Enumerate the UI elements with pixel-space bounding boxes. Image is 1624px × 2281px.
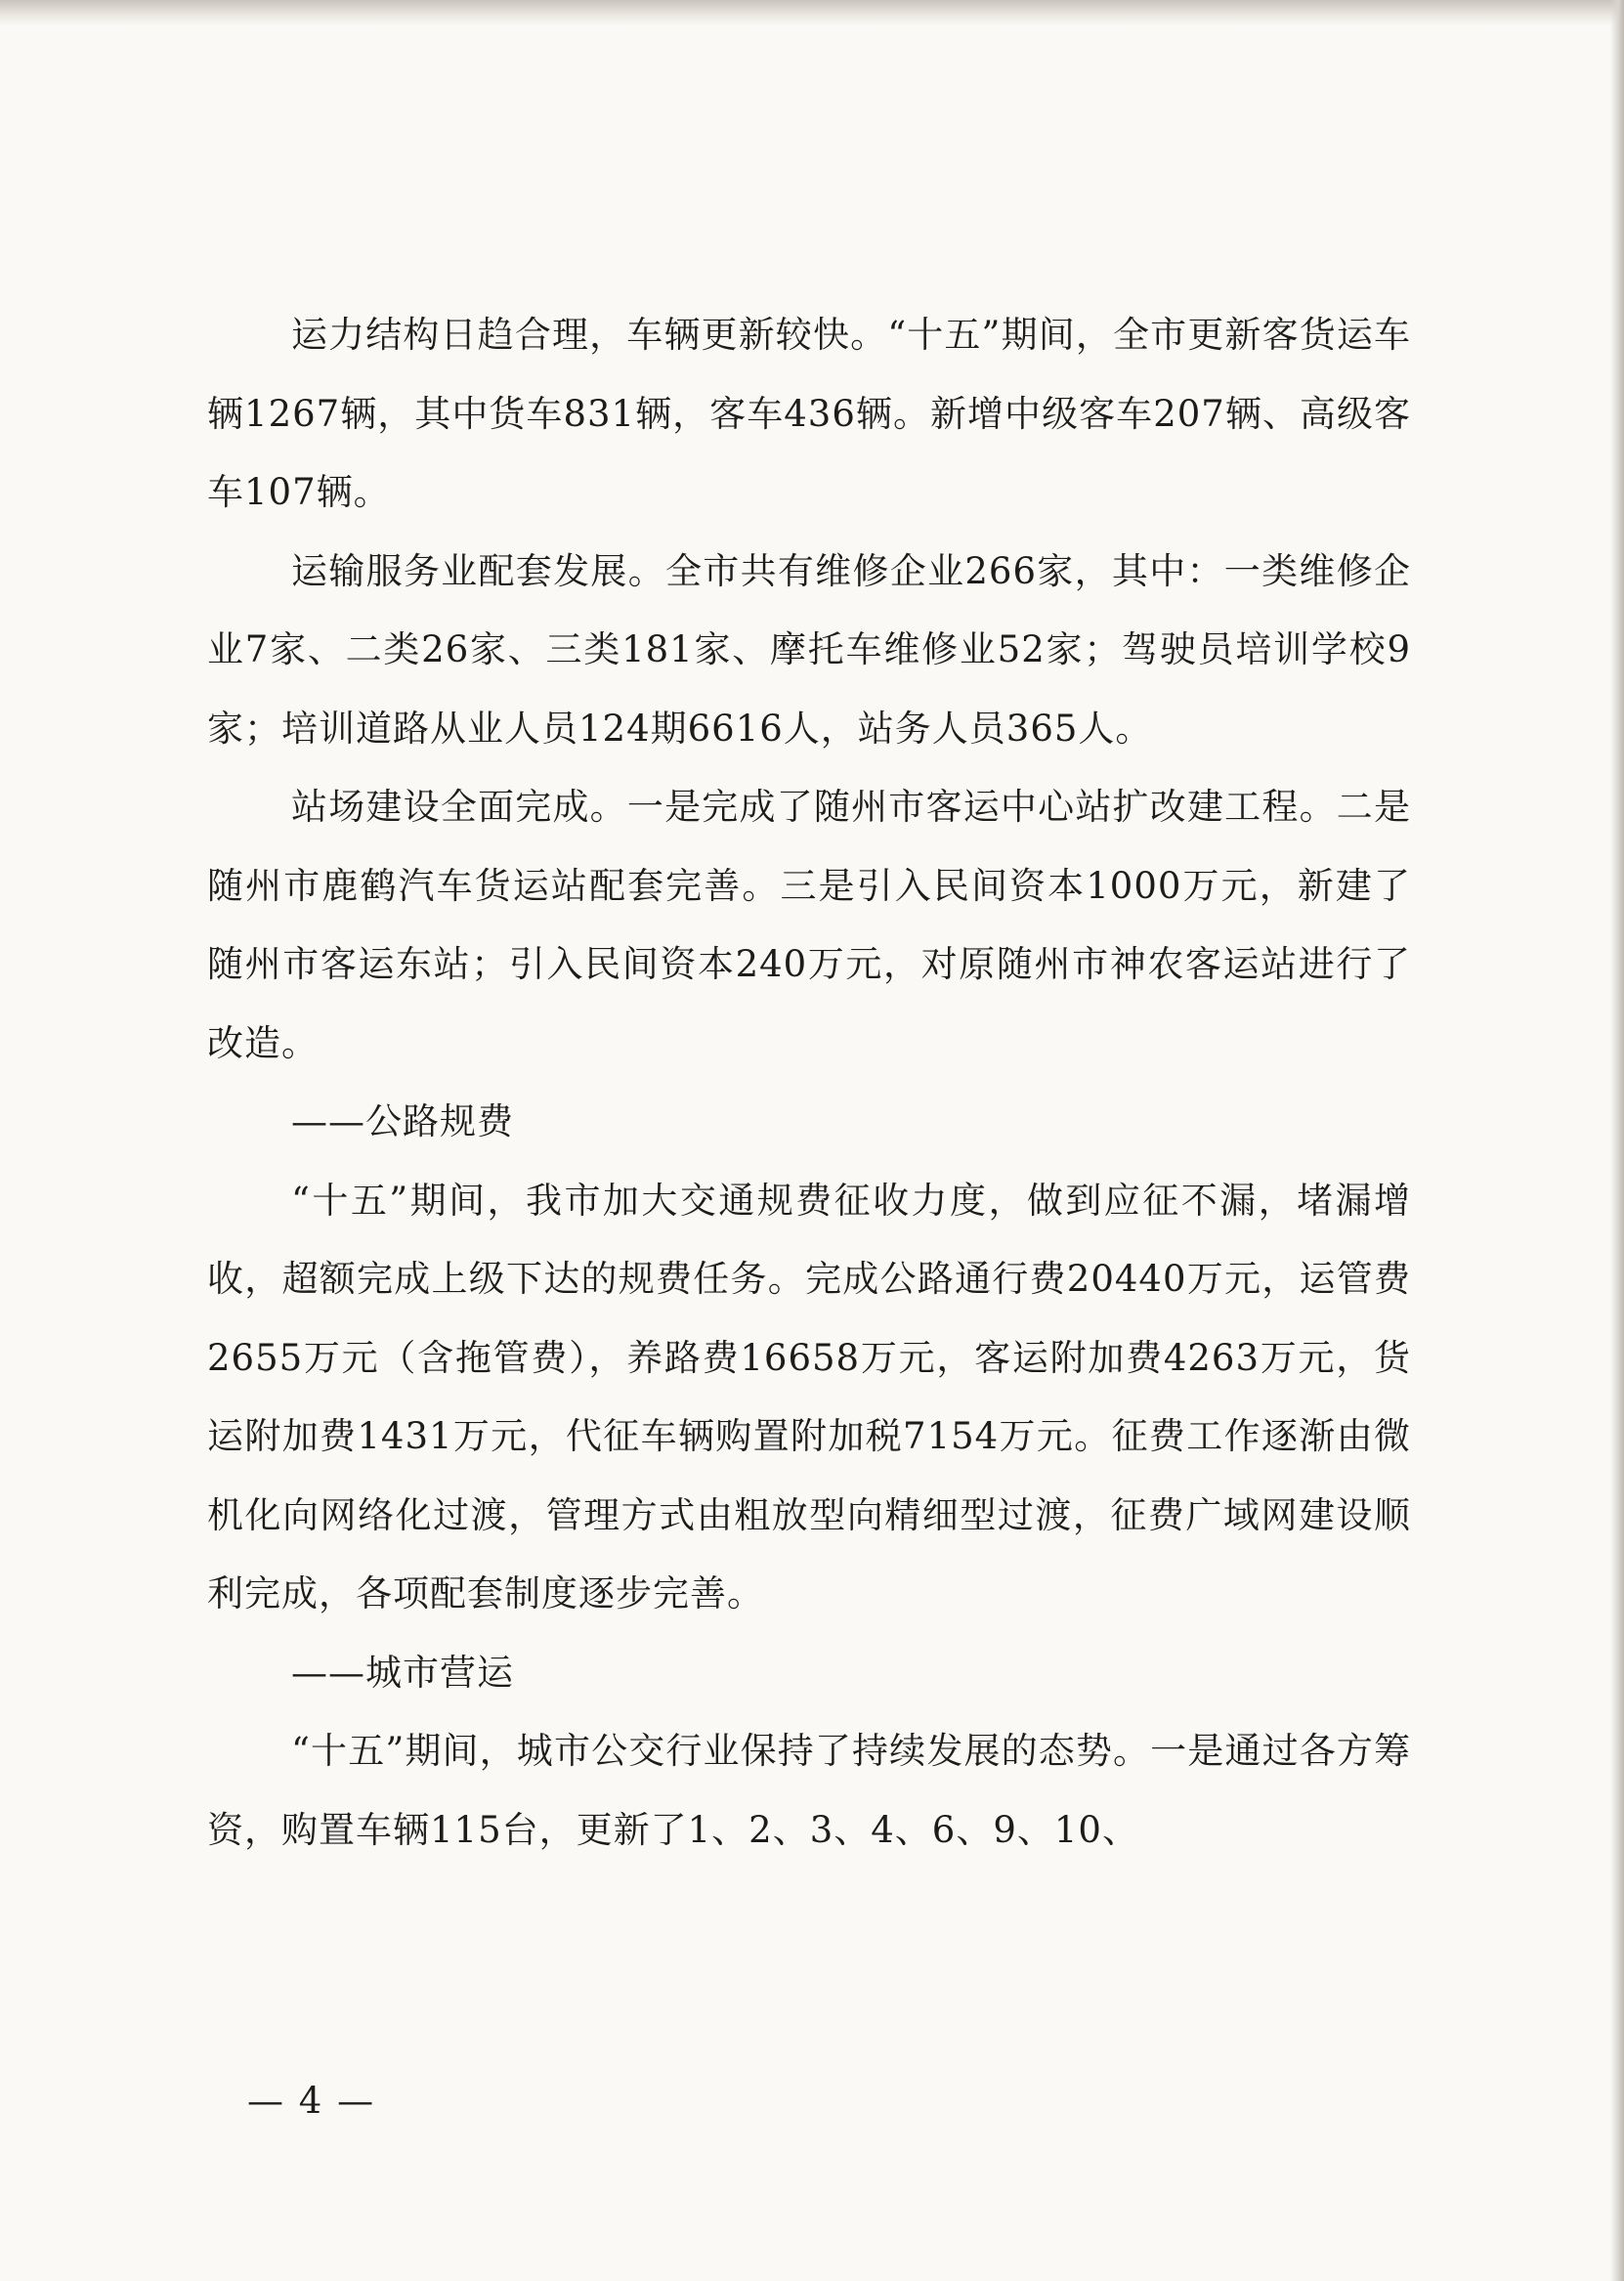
- paragraph-urban-transit: “十五”期间，城市公交行业保持了持续发展的态势。一是通过各方筹资，购置车辆115台，更新了1、2、3、4、6、9、10、: [207, 1730, 1411, 1851]
- paragraph-station-construction: 站场建设全面完成。一是完成了随州市客运中心站扩改建工程。二是随州市鹿鹤汽车货运站配套完善。三是引入民间资本1000万元，新建了随州市客运东站；引入民间资本240万元，对原随州市神农客运站进行了改造。: [207, 786, 1411, 1064]
- paragraph-transport-services: 运输服务业配套发展。全市共有维修企业266家，其中：一类维修企业7家、二类26家、三类181家、摩托车维修业52家；驾驶员培训学校9家；培训道路从业人员124期6616人，站务人员365人。: [207, 549, 1411, 750]
- page-number: — 4 —: [247, 2080, 376, 2122]
- scan-shadow-top: [0, 0, 1624, 25]
- section-heading-road-fees: ——公路规费: [291, 1100, 514, 1142]
- paragraph-vehicle-structure: 运力结构日趋合理，车辆更新较快。“十五”期间，全市更新客货运车辆1267辆，其中货车831辆，客车436辆。新增中级客车207辆、高级客车107辆。: [207, 314, 1411, 513]
- scan-shadow-right: [1610, 0, 1624, 2281]
- paragraph-road-fees: “十五”期间，我市加大交通规费征收力度，做到应征不漏，堵漏增收，超额完成上级下达的规费任务。完成公路通行费20440万元，运管费2655万元（含拖管费），养路费16658万元，客运附加费4263万元，货运附加费1431万元，代征车辆购置附加税7154万元。征费工作逐渐由微机化向网络化过渡，管理方式由粗放型向精细型过渡，征费广域网建设顺利完成，各项配套制度逐步完善。: [207, 1179, 1411, 1614]
- body-text: [207, 296, 1411, 1870]
- section-heading-urban-transit: ——城市营运: [291, 1651, 514, 1694]
